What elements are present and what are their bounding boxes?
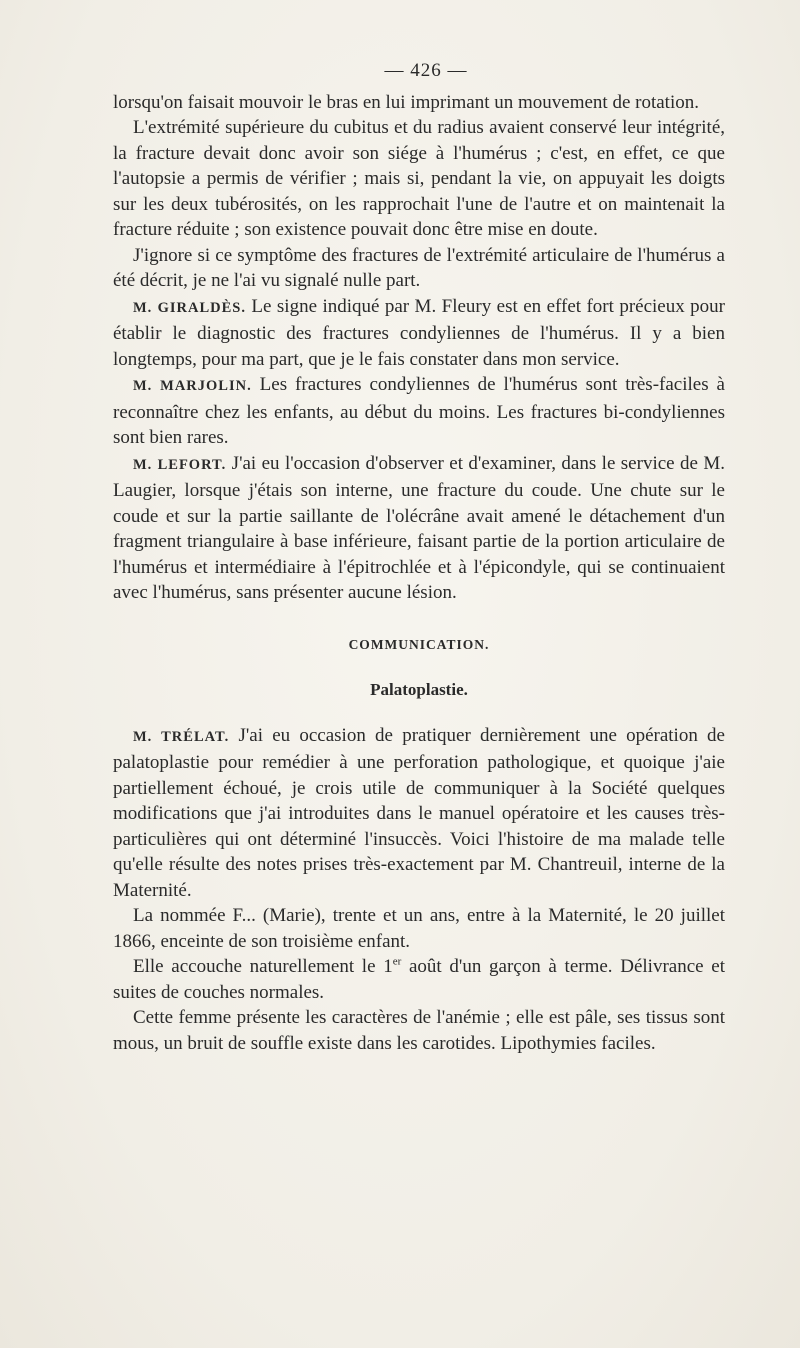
subsection-title: Palatoplastie. bbox=[370, 680, 468, 699]
intervention-text: J'ai eu l'occasion d'observer et d'examiner, dans le service de M. Laugier, lorsque j'étais son interne, une fracture du coude. Une chute sur le coude et sur la partie saillante de l'olécrâne avait amené le détachement d'un fragment triangulaire à base inférieure, faisant partie de la portion articulaire de l'humérus et intermédiaire à l'épitrochlée et à l'épicondyle, qui se continuaient avec l'humérus, sans présenter aucune lésion. bbox=[113, 452, 725, 603]
speaker-name: M. TRÉLAT. bbox=[133, 728, 230, 745]
paragraph-continued: lorsqu'on faisait mouvoir le bras en lui imprimant un mouvement de rotation. bbox=[113, 91, 699, 113]
intervention-lefort bbox=[113, 451, 725, 606]
paragraph: La nommée F... (Marie), trente et un ans, entre à la Maternité, le 20 juillet 1866, enceinte de son troisième enfant. bbox=[113, 905, 725, 952]
intervention-marjolin bbox=[113, 372, 725, 451]
paragraph: L'extrémité supérieure du cubitus et du radius avaient conservé leur intégrité, la fracture devait donc avoir son siége à l'humérus ; c'est, en effet, ce que l'autopsie a permis de vérifier ; mais si, pendant la vie, on appuyait les doigts sur les deux tubérosités, on les rapprochait l'une de l'autre et on maintenait la fracture réduite ; son existence pouvait donc être mise en doute. bbox=[113, 117, 725, 240]
paragraph-delivery bbox=[113, 954, 725, 1005]
speaker-name: M. GIRALDÈS. bbox=[133, 299, 246, 316]
page-text bbox=[113, 58, 725, 1056]
intervention-giraldes bbox=[113, 294, 725, 373]
paragraph: Cette femme présente les caractères de l'anémie ; elle est pâle, ses tissus sont mous, un bruit de souffle existe dans les carotides. Lipothymies faciles. bbox=[113, 1007, 725, 1054]
speaker-name: M. MARJOLIN. bbox=[133, 378, 252, 394]
intervention-text: Les fractures condyliennes de l'humérus sont très-faciles à reconnaître chez les enfants, au début du moins. Les fractures bi-condyliennes sont bien rares. bbox=[113, 374, 725, 448]
page-number: — 426 — bbox=[384, 60, 468, 81]
speaker-name: M. LEFORT. bbox=[133, 456, 227, 473]
intervention-text: J'ai eu occasion de pratiquer dernièrement une opération de palatoplastie pour remédier à une perforation pathologique, et quoique j'aie partiellement échoué, je crois utile de communiquer à la Société quelques modifications que j'ai introduites dans le manuel opératoire et les causes très-particulières qui ont déterminé l'insuccès. Voici l'histoire de ma malade telle qu'elle résulte des notes prises très-exactement par M. Chantreuil, interne de la Maternité. bbox=[113, 724, 725, 901]
intervention-text: Le signe indiqué par M. Fleury est en effet fort précieux pour établir le diagnostic des fractures condyliennes de l'humérus. Il y a bien longtemps, pour ma part, que je le fais constater dans mon service. bbox=[113, 295, 725, 370]
delivery-text-after: août d'un garçon à terme. Délivrance et suites de couches normales. bbox=[113, 956, 725, 1003]
ordinal-superscript: er bbox=[392, 955, 402, 968]
section-title: COMMUNICATION. bbox=[348, 636, 490, 652]
intervention-trelat bbox=[113, 723, 725, 904]
delivery-text-before: Elle accouche naturellement le 1 bbox=[133, 956, 393, 977]
paragraph: J'ignore si ce symptôme des fractures de l'extrémité articulaire de l'humérus a été décrit, je ne l'ai vu signalé nulle part. bbox=[113, 244, 725, 291]
